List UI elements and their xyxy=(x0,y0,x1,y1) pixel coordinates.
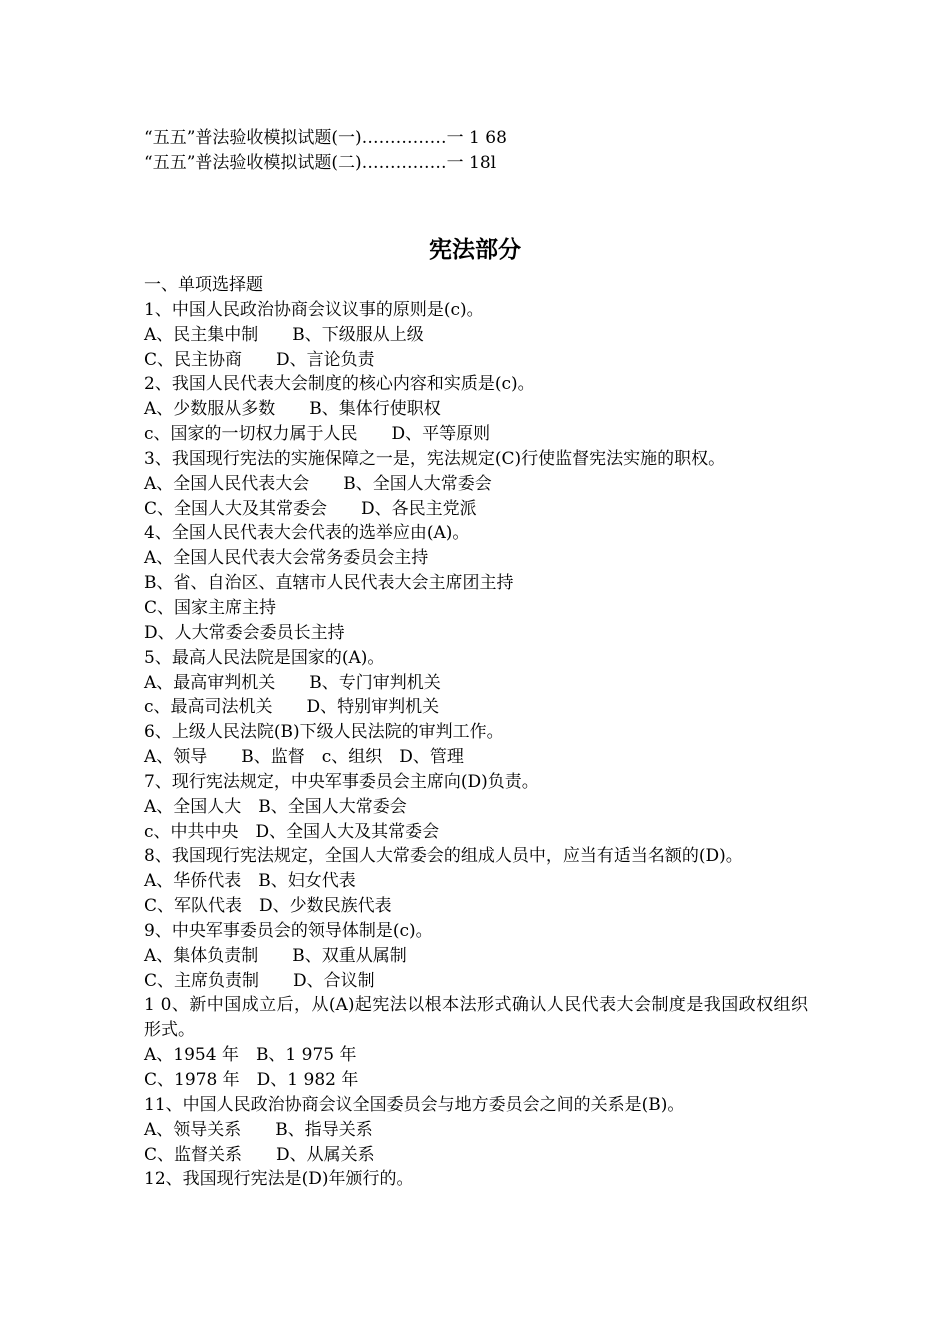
options-line: C、国家主席主持 xyxy=(144,597,277,618)
options-line: A、1954 年 B、1 975 年 xyxy=(144,1045,357,1066)
options-line: c、国家的一切权力属于人民 D、平等原则 xyxy=(144,424,491,445)
options-line: A、领导 B、监督 c、组织 D、管理 xyxy=(144,747,464,768)
question-line: 6、上级人民法院(B)下级人民法院的审判工作。 xyxy=(144,722,504,743)
options-line: c、中共中央 D、全国人大及其常委会 xyxy=(144,821,440,842)
options-line: A、少数服从多数 B、集体行使职权 xyxy=(144,399,441,420)
options-line: A、华侨代表 B、妇女代表 xyxy=(144,871,356,892)
question-line: 7、现行宪法规定，中央军事委员会主席向(D)负责。 xyxy=(144,771,539,792)
options-line: C、军队代表 D、少数民族代表 xyxy=(144,896,392,917)
options-line: A、最高审判机关 B、专门审判机关 xyxy=(144,672,441,693)
options-line: A、集体负责制 B、双重从属制 xyxy=(144,945,407,966)
question-line: 12、我国现行宪法是(D)年颁行的。 xyxy=(144,1169,414,1190)
toc-entry[interactable]: “五五”普法验收模拟试题(二)……………一 18l xyxy=(144,153,497,173)
table-of-contents xyxy=(144,126,824,176)
question-line: 9、中央军事委员会的领导体制是(c)。 xyxy=(144,920,433,941)
toc-entry[interactable]: “五五”普法验收模拟试题(一)……………一 1 68 xyxy=(144,128,507,148)
options-line: C、1978 年 D、1 982 年 xyxy=(144,1070,359,1090)
options-line: A、领导关系 B、指导关系 xyxy=(144,1119,373,1140)
options-line: C、全国人大及其常委会 D、各民主党派 xyxy=(144,498,477,519)
section-title: 宪法部分 xyxy=(429,237,521,263)
question-line: 1 0、新中国成立后，从(A)起宪法以根本法形式确认人民代表大会制度是我国政权组织形式。 xyxy=(144,995,808,1041)
question-line: 11、中国人民政治协商会议全国委员会与地方委员会之间的关系是(B)。 xyxy=(144,1094,685,1115)
options-line: C、主席负责制 D、合议制 xyxy=(144,970,375,991)
options-line: B、省、自治区、直辖市人民代表大会主席团主持 xyxy=(144,573,514,594)
question-line: 2、我国人民代表大会制度的核心内容和实质是(c)。 xyxy=(144,374,535,395)
options-line: A、全国人大 B、全国人大常委会 xyxy=(144,796,407,817)
options-line: C、监督关系 D、从属关系 xyxy=(144,1144,375,1165)
options-line: c、最高司法机关 D、特别审判机关 xyxy=(144,697,440,718)
question-line: 8、我国现行宪法规定，全国人大常委会的组成人员中，应当有适当名额的(D)。 xyxy=(144,846,743,867)
question-line: 1、中国人民政治协商会议议事的原则是(c)。 xyxy=(144,299,484,320)
options-line: A、民主集中制 B、下级服从上级 xyxy=(144,324,424,345)
question-list xyxy=(144,273,808,1192)
question-line: 5、最高人民法院是国家的(A)。 xyxy=(144,647,385,668)
options-line: A、全国人民代表大会 B、全国人大常委会 xyxy=(144,473,492,494)
options-line: C、民主协商 D、言论负责 xyxy=(144,349,375,370)
section-heading: 一、单项选择题 xyxy=(144,275,263,295)
question-line: 3、我国现行宪法的实施保障之一是，宪法规定(C)行使监督宪法实施的职权。 xyxy=(144,448,726,469)
options-line: D、人大常委会委员长主持 xyxy=(144,622,345,643)
question-line: 4、全国人民代表大会代表的选举应由(A)。 xyxy=(144,523,470,544)
options-line: A、全国人民代表大会常务委员会主持 xyxy=(144,548,429,569)
